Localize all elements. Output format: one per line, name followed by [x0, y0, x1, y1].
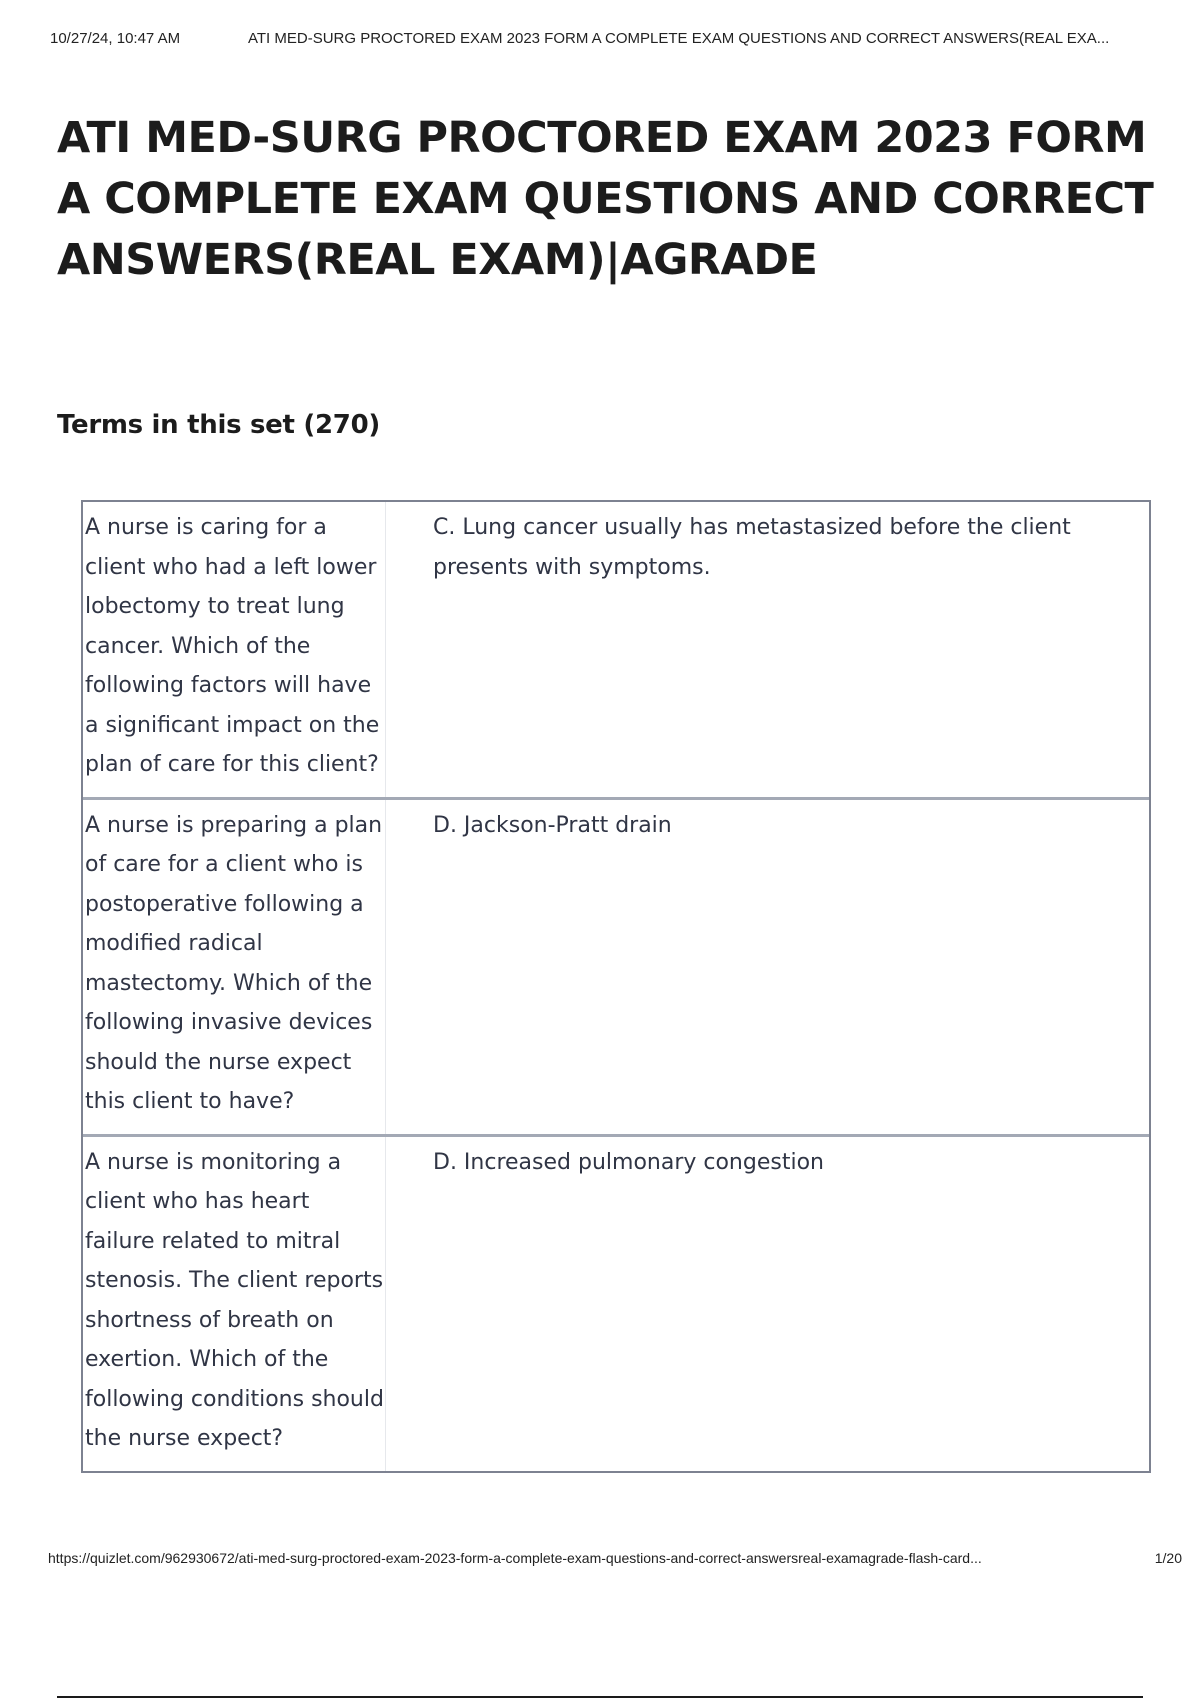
- print-url[interactable]: https://quizlet.com/962930672/ati-med-surg-proctored-exam-2023-form-a-complete-exam-questions-and-correct-answersreal-examagrade-flash-card...: [48, 1550, 982, 1566]
- print-footer: [48, 1550, 1182, 1572]
- term-question: A nurse is preparing a plan of care for a client who is postoperative following a modified radical mastectomy. Which of the following invasive devices should the nurse expect this client to have?: [83, 800, 386, 1134]
- print-datetime: 10/27/24, 10:47 AM: [50, 30, 181, 47]
- term-answer: C. Lung cancer usually has metastasized before the client presents with symptoms.: [433, 515, 1071, 580]
- page-divider: [57, 1696, 1143, 1698]
- term-answer: D. Increased pulmonary congestion: [433, 1149, 824, 1175]
- page-title: ATI MED-SURG PROCTORED EXAM 2023 FORM A COMPLETE EXAM QUESTIONS AND CORRECT ANSWERS(REAL EXAM)|AGRADE: [57, 113, 1154, 285]
- term-answer: D. Jackson-Pratt drain: [433, 812, 672, 838]
- terms-heading: Terms in this set (270): [57, 410, 380, 440]
- term-question: A nurse is caring for a client who had a left lower lobectomy to treat lung cancer. Which of the following factors will have a significant impact on the plan of care for this client?: [83, 502, 386, 797]
- terms-table: [81, 500, 1151, 1473]
- print-header: [50, 30, 1170, 52]
- term-question: A nurse is monitoring a client who has heart failure related to mitral stenosis. The client reports shortness of breath on exertion. Which of the following conditions should the nurse expect?: [83, 1137, 386, 1471]
- term-row: [83, 502, 1149, 800]
- print-document-title: ATI MED-SURG PROCTORED EXAM 2023 FORM A COMPLETE EXAM QUESTIONS AND CORRECT ANSWERS(REAL EXA...: [248, 30, 1110, 47]
- term-row: [83, 800, 1149, 1137]
- page-indicator: 1/20: [1154, 1550, 1182, 1566]
- term-row: [83, 1137, 1149, 1471]
